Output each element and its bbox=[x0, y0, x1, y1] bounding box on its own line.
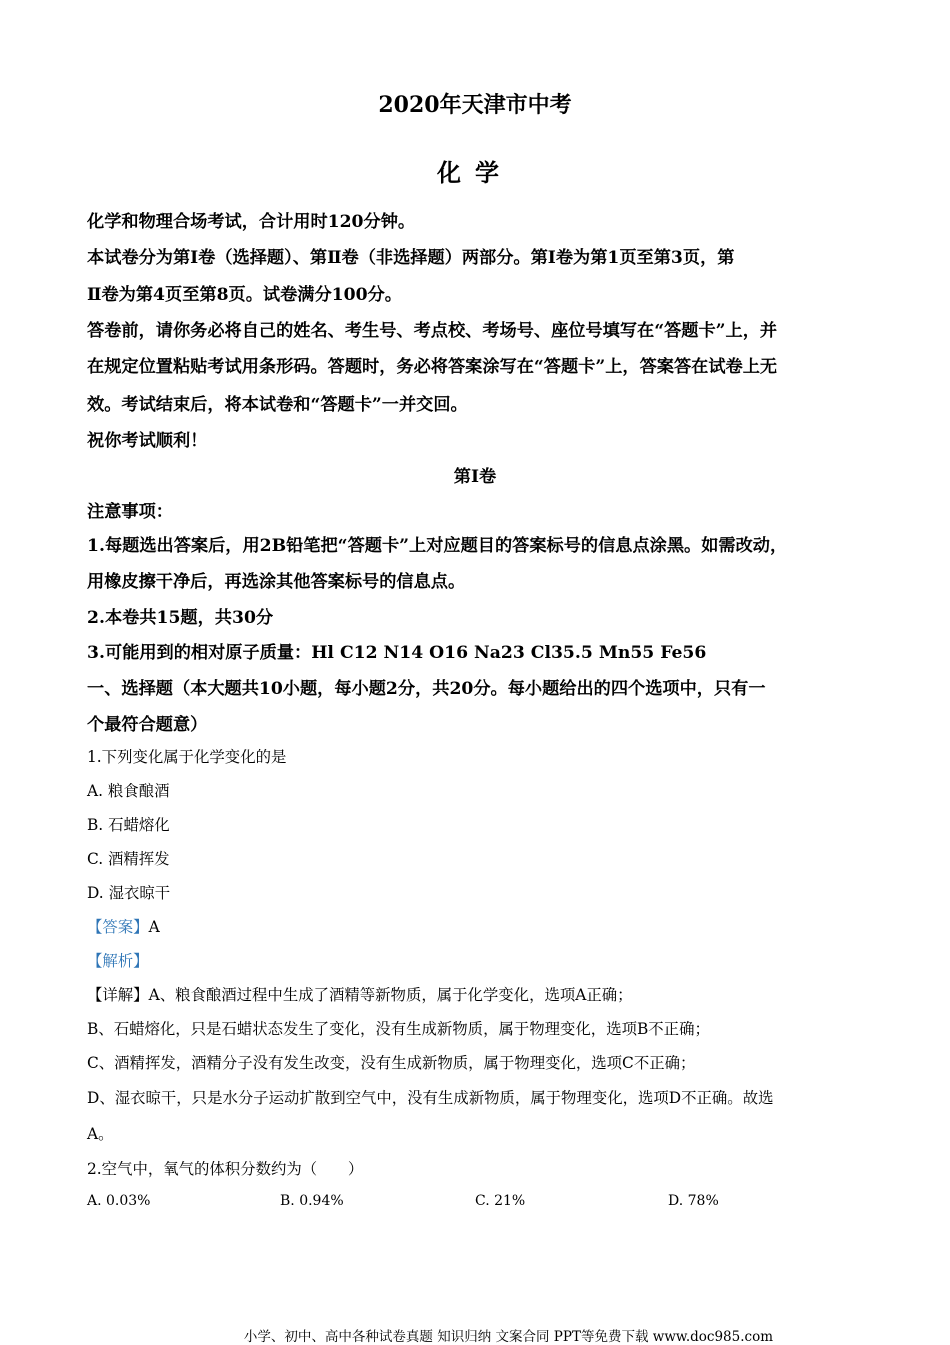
section-heading: 第Ⅰ卷 bbox=[453, 467, 497, 487]
detail-tag: 【详解】 bbox=[87, 986, 149, 1004]
q2-option-c: C. 21% bbox=[475, 1193, 526, 1209]
intro-line-5: 在规定位置粘贴考试用条形码。答题时，务必将答案涂写在“答题卡”上，答案答在试卷上无 bbox=[87, 357, 778, 377]
intro-line-1: 化学和物理合场考试，合计用时120分钟。 bbox=[87, 212, 416, 232]
q1-detail-1 bbox=[87, 983, 633, 1005]
answer-value: A bbox=[148, 918, 160, 936]
detail-text-1: A、粮食酿酒过程中生成了酒精等新物质，属于化学变化，选项A正确； bbox=[148, 986, 633, 1004]
part-heading-a: 一、选择题（本大题共10小题，每小题2分，共20分。每小题给出的四个选项中，只有一 bbox=[87, 679, 766, 699]
q1-option-b: B. 石蜡熔化 bbox=[87, 816, 170, 834]
intro-line-6: 效。考试结束后，将本试卷和“答题卡”一并交回。 bbox=[87, 395, 468, 415]
notice-1b: 用橡皮擦干净后，再选涂其他答案标号的信息点。 bbox=[87, 572, 466, 592]
intro-line-4: 答卷前，请你务必将自己的姓名、考生号、考点校、考场号、座位号填写在“答题卡”上，并 bbox=[87, 321, 778, 341]
part-heading-b: 个最符合题意） bbox=[87, 715, 208, 735]
q1-option-d: D. 湿衣晾干 bbox=[87, 884, 171, 902]
q1-option-c: C. 酒精挥发 bbox=[87, 850, 170, 868]
q2-option-b: B. 0.94% bbox=[280, 1193, 344, 1209]
q1-detail-5: A。 bbox=[87, 1125, 114, 1143]
q2-stem: 2.空气中，氧气的体积分数约为（ ） bbox=[87, 1160, 364, 1178]
exam-title: 2020年天津市中考 bbox=[378, 92, 572, 118]
q1-option-a: A. 粮食酿酒 bbox=[87, 782, 170, 800]
notice-2: 2.本卷共15题，共30分 bbox=[87, 608, 274, 628]
subject-title: 化学 bbox=[437, 158, 513, 187]
q2-option-d: D. 78% bbox=[668, 1193, 719, 1209]
analysis-tag: 【解析】 bbox=[87, 952, 149, 970]
notice-title: 注意事项： bbox=[87, 502, 173, 522]
answer-tag: 【答案】 bbox=[87, 918, 149, 936]
notice-3: 3.可能用到的相对原子质量：Hl C12 N14 O16 Na23 Cl35.5 Mn55 Fe56 bbox=[87, 643, 707, 663]
footer-watermark: 小学、初中、高中各种试卷真题 知识归纳 文案合同 PPT等免费下载 www.doc985.com bbox=[243, 1329, 773, 1345]
q1-detail-3: C、酒精挥发，酒精分子没有发生改变，没有生成新物质，属于物理变化，选项C不正确； bbox=[87, 1054, 696, 1072]
notice-1a: 1.每题选出答案后，用2B铅笔把“答题卡”上对应题目的答案标号的信息点涂黑。如需改动， bbox=[87, 536, 788, 556]
q2-option-a: A. 0.03% bbox=[87, 1193, 151, 1209]
q1-stem: 1.下列变化属于化学变化的是 bbox=[87, 748, 287, 766]
intro-line-2: 本试卷分为第Ⅰ卷（选择题）、第Ⅱ卷（非选择题）两部分。第Ⅰ卷为第1页至第3页，第 bbox=[87, 248, 735, 268]
q1-detail-2: B、石蜡熔化，只是石蜡状态发生了变化，没有生成新物质，属于物理变化，选项B不正确； bbox=[87, 1020, 710, 1038]
intro-line-3: Ⅱ卷为第4页至第8页。试卷满分100分。 bbox=[87, 285, 402, 305]
intro-line-7: 祝你考试顺利！ bbox=[87, 431, 208, 451]
q1-answer-line bbox=[87, 915, 160, 937]
q1-detail-4: D、湿衣晾干，只是水分子运动扩散到空气中，没有生成新物质，属于物理变化，选项D不正确。故选 bbox=[87, 1089, 774, 1107]
